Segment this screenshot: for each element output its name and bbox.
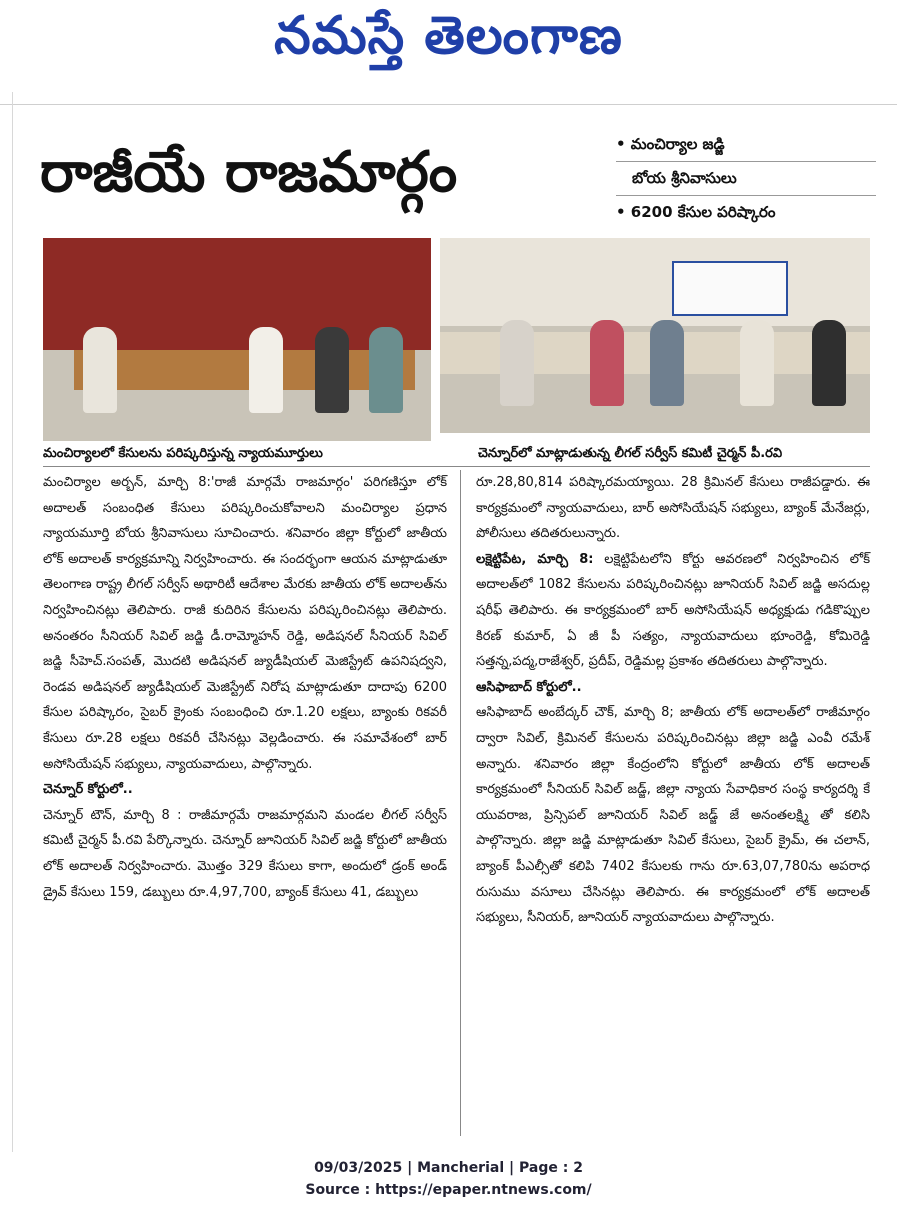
caption-rule [43,466,870,467]
article-paragraph: మంచిర్యాల అర్బన్, మార్చి 8:'రాజీ మార్గమే రాజమార్గం' పరిగణిస్తూ లోక్ అదాలత్ సంబంధిత కేసులు పరిష్కరించుకోవాలని మంచిర్యాల ప్రధాన న్యాయమూర్తి బోయ శ్రీనివాసులు సూచించారు. శనివారం జిల్లా కోర్టులో జాతీయ లోక్ అదాలత్ కార్యక్రమాన్ని నిర్వహించారు. ఈ సందర్భంగా ఆయన మాట్లాడుతూ తెలంగాణ రాష్ట్ర లీగల్ సర్వీస్ అథారిటీ ఆదేశాల మేరకు జాతీయ లోక్ అదాలత్‌ను నిర్వహించినట్లు తెలిపారు. రాజీ కుదిరిన కేసులను పరిష్కరించినట్లు తెలిపారు. అనంతరం సీనియర్ సివిల్ జడ్జి డీ.రామ్మోహన్ రెడ్డి, అడిషనల్ సీనియర్ సివిల్ జడ్జి సీహెచ్.సంపత్, మొదటి అడిషనల్ జ్యుడీషియల్ మెజిస్ట్రేట్ ఉపనిషద్వని, రెండవ అడిషనల్ జ్యుడీషియల్ మెజిస్ట్రేట్ నిరోష మాట్లాడుతూ దాదాపు 6200 కేసుల పరిష్కారం, సైబర్ క్రైంకు సంబంధించి రూ.1.20 లక్షలు, బ్యాంకు రికవరీ కేసులు రూ.28 లక్షలు రికవరీ చేసినట్లు వెల్లడించారు. ఈ సమావేశంలో బార్ అసోసియేషన్ సభ్యులు, న్యాయవాదులు, పాల్గొన్నారు. [43,475,447,772]
article-paragraph: చెన్నూర్ టౌన్, మార్చి 8 : రాజీమార్గమే రాజమార్గమని మండల లీగల్ సర్వీస్ కమిటీ చైర్మన్ పీ.రవి పేర్కొన్నారు. చెన్నూర్ జూనియర్ సివిల్ జడ్జి కోర్టులో జాతీయ లోక్ అదాలత్ నిర్వహించారు. మొత్తం 329 కేసులు కాగా, అందులో డ్రంక్ అండ్ డ్రైవ్ కేసులు 159, డబ్బులు రూ.4,97,700, బ్యాంక్ కేసులు 41, డబ్బులు [43,807,447,900]
summary-point: • మంచిర్యాల జడ్జి [616,135,725,153]
article-left-column [43,470,447,905]
summary-point: బోయ శ్రీనివాసులు [616,161,876,196]
photo-caption-right: చెన్నూర్‌లో మాట్లాడుతున్న లీగల్ సర్వీస్ కమిటీ చైర్మన్ పీ.రవి [478,446,783,461]
article-paragraph: రూ.28,80,814 పరిష్కారమయ్యాయి. 28 క్రిమినల్ కేసులు రాజీపడ్డారు. ఈ కార్యక్రమంలో న్యాయవాదులు, బార్ అసోసియేషన్ సభ్యులు, బ్యాంక్ మేనేజర్లు, పోలీసులు తదితరులున్నారు. [476,475,870,542]
summary-point: • 6200 కేసుల పరిష్కారం [616,203,776,221]
article-paragraph [476,547,870,675]
section-subheading: లక్షెట్టిపేట, మార్చి 8: [476,551,594,567]
footer-source-link[interactable]: Source : https://epaper.ntnews.com/ [305,1182,592,1198]
headline: రాజీయే రాజమార్గం [40,140,458,205]
newspaper-logo: నమస్తే తెలంగాణ [274,6,623,66]
section-subheading: ఆసిఫాబాద్ కోర్టులో.. [476,679,582,695]
section-subheading: చెన్నూర్ కోర్టులో.. [43,782,133,798]
photo-caption-left: మంచిర్యాలలో కేసులను పరిష్కరిస్తున్న న్యాయమూర్తులు [43,446,323,461]
masthead [0,0,897,78]
footer-edition-line: 09/03/2025 | Mancherial | Page : 2 [314,1160,583,1176]
column-divider [460,470,461,1136]
court-photo-mancherial [43,238,431,441]
article-right-column [476,470,870,931]
summary-points [616,128,876,229]
court-photo-chennur [440,238,870,433]
paragraph-body: లక్షెట్టిపేటలోని కోర్టు ఆవరణలో నిర్వహించిన లోక్ అదాలత్‌లో 1082 కేసులను పరిష్కరించినట్లు జూనియర్ సివిల్ జడ్జి అసదుల్ల షరీఫ్ తెలిపారు. ఈ కార్యక్రమంలో బార్ అసోసియేషన్ అధ్యక్షుడు గడికొప్పుల కిరణ్ కుమార్, ఏ జీ పీ సత్యం, న్యాయవాదులు భూంరెడ్డి, కోమిరెడ్డి సత్తన్న,పద్మ,రాజేశ్వర్, ప్రదీప్, రెడ్డిమల్ల ప్రకాశం తదితరులు పాల్గొన్నారు. [476,551,870,670]
page-edge-divider [12,92,13,1152]
header-strip [0,92,897,105]
article-paragraph: ఆసిఫాబాద్ అంబేద్కర్ చౌక్, మార్చి 8; జాతీయ లోక్ అదాలత్‌లో రాజీమార్గం ద్వారా సివిల్, క్రిమినల్ కేసులను పరిష్కరించినట్లు జిల్లా జడ్జి ఎంవీ రమేశ్ అన్నారు. శనివారం జిల్లా కేంద్రంలోని కోర్టులో జాతీయ లోక్ అదాలత్ కార్యక్రమంలో సీనియర్ సివిల్ జడ్జ్, జిల్లా న్యాయ సేవాధికార సంస్థ కార్యదర్శి కే యువరాజ, ప్రిన్సిపల్ జూనియర్ సివిల్ జడ్జ్ జే అనంతలక్ష్మి తో కలిసి పాల్గొన్నారు. జిల్లా జడ్జి మాట్లాడుతూ సివిల్ కేసులు, సైబర్ క్రైమ్, ఈ చలాన్, బ్యాంక్ పీఎల్సీతో కలిపి 7402 కేసులకు గాను రూ.63,07,780ను అపరాధ రుసుము వసూలు చేసినట్లు తెలిపారు. ఈ కార్యక్రమంలో లోక్ అదాలత్ సభ్యులు, సీనియర్, జూనియర్ న్యాయవాదులు పాల్గొన్నారు. [476,705,870,926]
